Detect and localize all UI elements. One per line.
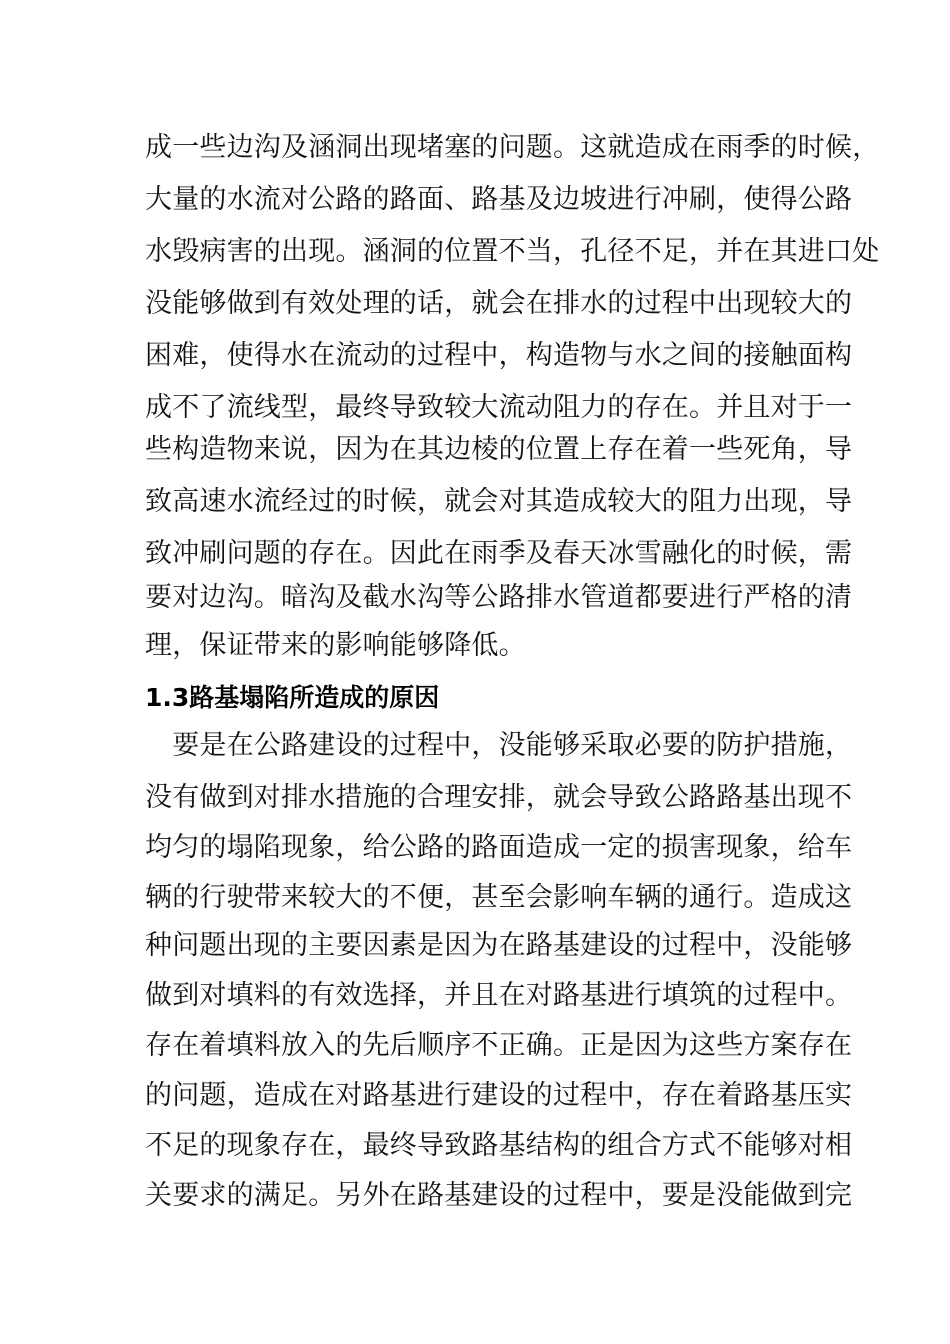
- paragraph-line: 大量的水流对公路的路面、路基及边坡进行冲刷，使得公路: [145, 184, 853, 215]
- paragraph-line: 要对边沟。暗沟及截水沟等公路排水管道都要进行严格的清: [145, 582, 853, 613]
- paragraph-line: 不足的现象存在，最终导致路基结构的组合方式不能够对相: [145, 1130, 853, 1161]
- paragraph-line: 存在着填料放入的先后顺序不正确。正是因为这些方案存在: [145, 1030, 853, 1061]
- paragraph-line: 理，保证带来的影响能够降低。: [145, 630, 526, 661]
- paragraph-line: 成不了流线型，最终导致较大流动阻力的存在。并且对于一: [145, 392, 853, 423]
- paragraph-line: 的问题，造成在对路基进行建设的过程中，存在着路基压实: [145, 1080, 853, 1111]
- paragraph-line: 水毁病害的出现。涵洞的位置不当，孔径不足，并在其进口处: [145, 236, 880, 267]
- paragraph-line: 要是在公路建设的过程中，没能够采取必要的防护措施，: [145, 730, 853, 761]
- paragraph-line: 些构造物来说，因为在其边棱的位置上存在着一些死角，导: [145, 434, 853, 465]
- paragraph-line: 均匀的塌陷现象，给公路的路面造成一定的损害现象，给车: [145, 832, 853, 863]
- paragraph-line: 辆的行驶带来较大的不便，甚至会影响车辆的通行。造成这: [145, 882, 853, 913]
- paragraph-line: 做到对填料的有效选择，并且在对路基进行填筑的过程中。: [145, 980, 853, 1011]
- paragraph-line: 致冲刷问题的存在。因此在雨季及春天冰雪融化的时候，需: [145, 538, 853, 569]
- paragraph-line: 致高速水流经过的时候，就会对其造成较大的阻力出现，导: [145, 486, 853, 517]
- paragraph-line: 没有做到对排水措施的合理安排，就会导致公路路基出现不: [145, 782, 853, 813]
- paragraph-line: 种问题出现的主要因素是因为在路基建设的过程中，没能够: [145, 930, 853, 961]
- paragraph-line: 关要求的满足。另外在路基建设的过程中，要是没能做到完: [145, 1180, 853, 1211]
- paragraph-line: 没能够做到有效处理的话，就会在排水的过程中出现较大的: [145, 288, 853, 319]
- paragraph-line: 成一些边沟及涵洞出现堵塞的问题。这就造成在雨季的时候，: [145, 132, 880, 163]
- paragraph-line: 困难，使得水在流动的过程中，构造物与水之间的接触面构: [145, 340, 853, 371]
- section-heading: 1.3路基塌陷所造成的原因: [145, 683, 440, 712]
